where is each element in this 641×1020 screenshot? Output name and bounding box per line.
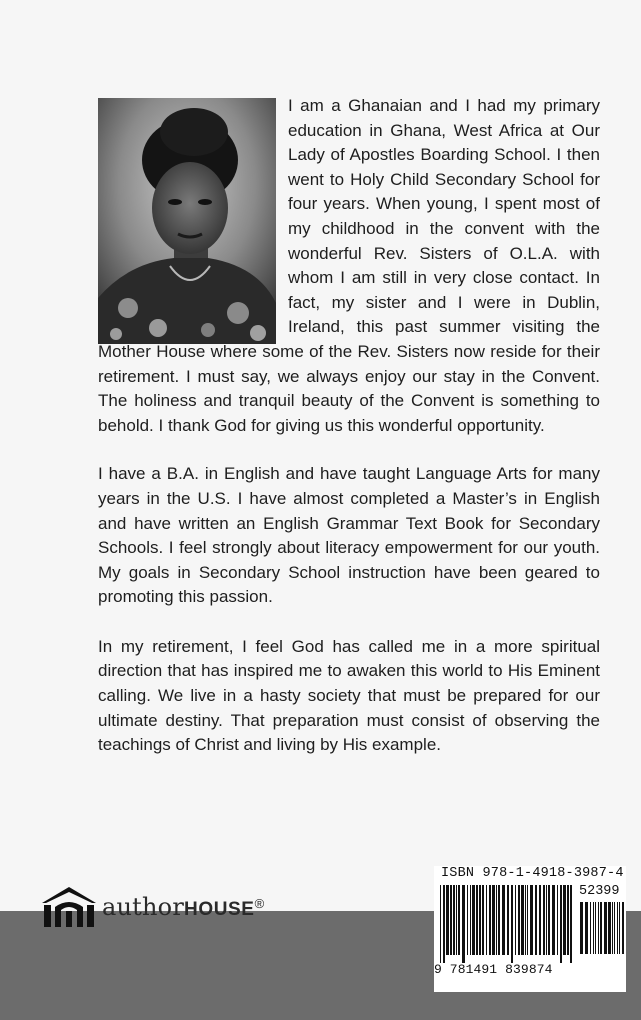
- barcode-bar: [453, 885, 455, 955]
- barcode-bar: [612, 902, 613, 954]
- barcode-bar: [462, 885, 465, 963]
- bio-paragraph-3: In my retirement, I feel God has called me in a more spiritual direction that has inspired me to awaken this world to His Eminent calling. We live in a hasty society that must be prepared for our ultimate destiny. That preparation must consist of observing the teachings of Christ and living by His example.: [98, 636, 600, 755]
- barcode-bar: [446, 885, 449, 955]
- bio-paragraph-2: I have a B.A. in English and have taught Language Arts for many years in the U.S. I have almost completed a Master’s in English and have written an English Grammar Text Book for Secondary Schools. I feel strongly about literacy empowerment for our youth. My goals in Secondary School instruction have been geared to promoting this passion.: [98, 464, 600, 607]
- barcode-bar: [604, 902, 607, 954]
- barcode-bar: [535, 885, 537, 955]
- barcode-bar: [479, 885, 481, 955]
- barcode-bar: [507, 885, 509, 955]
- barcode-bar: [585, 902, 588, 954]
- photo-spacer: [98, 94, 276, 338]
- addon-barcode: [580, 902, 624, 962]
- barcode-bar: [458, 885, 460, 955]
- publisher-logo: [40, 885, 264, 929]
- barcode-bar: [580, 902, 583, 954]
- barcode-bar: [600, 902, 602, 954]
- barcode-bar: [619, 902, 620, 954]
- price-code: 52399: [579, 884, 620, 899]
- barcode-bar: [521, 885, 524, 955]
- barcode-bar: [590, 902, 591, 954]
- barcode-bar: [570, 885, 572, 963]
- barcode-bar: [560, 885, 562, 963]
- barcode-bar: [486, 885, 487, 955]
- barcode-bar: [498, 885, 500, 955]
- barcode-bar: [476, 885, 478, 955]
- barcode-bar: [450, 885, 452, 955]
- barcode-bar: [496, 885, 497, 955]
- barcode-bar: [525, 885, 526, 955]
- barcode-bar: [539, 885, 541, 955]
- barcode-bar: [563, 885, 566, 955]
- barcode-bar: [511, 885, 513, 963]
- barcode-bar: [470, 885, 471, 955]
- barcode-bar: [567, 885, 569, 955]
- barcode-bar: [617, 902, 618, 954]
- barcode-bar: [443, 885, 445, 963]
- barcode-bar: [546, 885, 547, 955]
- bio-paragraph-1: I am a Ghanaian and I had my primary education in Ghana, West Africa at Our Lady of Apostles Boarding School. I then went to Holy Child Secondary School for four years. When young, I spent most of my childhood in the convent with the wonderful Rev. Sisters of O.L.A. with whom I am still in very close contact. In fact, my sister and I were in Dublin, Ireland, this past summer visiting the Mother House where some of the Rev. Sisters now reside for their retirement. I must say, we always enjoy our stay in the Convent. The holiness and tranquil beauty of the Convent is something to behold. I thank God for giving us this wonderful opportunity.: [98, 96, 600, 435]
- barcode-bar: [456, 885, 457, 955]
- barcode-bar: [489, 885, 491, 955]
- barcode-bar: [502, 885, 505, 955]
- barcode-bar: [515, 885, 516, 955]
- barcode-bar: [557, 885, 558, 955]
- authorhouse-logo-icon: [40, 885, 98, 929]
- barcode-bar: [593, 902, 594, 954]
- trademark-symbol: ®: [254, 896, 265, 911]
- barcode-bar: [614, 902, 615, 954]
- barcode-bar: [527, 885, 528, 955]
- barcode-bar: [518, 885, 520, 955]
- barcode-bar: [472, 885, 475, 955]
- barcode-bar: [440, 885, 441, 963]
- ean-barcode: [440, 885, 574, 963]
- barcode-bar: [492, 885, 495, 955]
- author-bio: [98, 94, 600, 783]
- publisher-name-prefix: author: [102, 893, 184, 921]
- barcode-bar: [467, 885, 468, 955]
- publisher-name: [102, 893, 264, 921]
- barcode-bar: [622, 902, 624, 954]
- barcode-bar: [530, 885, 533, 955]
- barcode-bar: [548, 885, 550, 955]
- barcode-bar: [552, 885, 555, 955]
- ean-digits: 9 781491 839874: [434, 962, 553, 977]
- barcode-bar: [543, 885, 545, 955]
- isbn-text: ISBN 978-1-4918-3987-4: [441, 866, 624, 881]
- publisher-name-suffix: HOUSE: [184, 899, 255, 920]
- barcode-bar: [595, 902, 596, 954]
- barcode-bar: [482, 885, 484, 955]
- barcode-bar: [598, 902, 599, 954]
- barcode-bar: [608, 902, 611, 954]
